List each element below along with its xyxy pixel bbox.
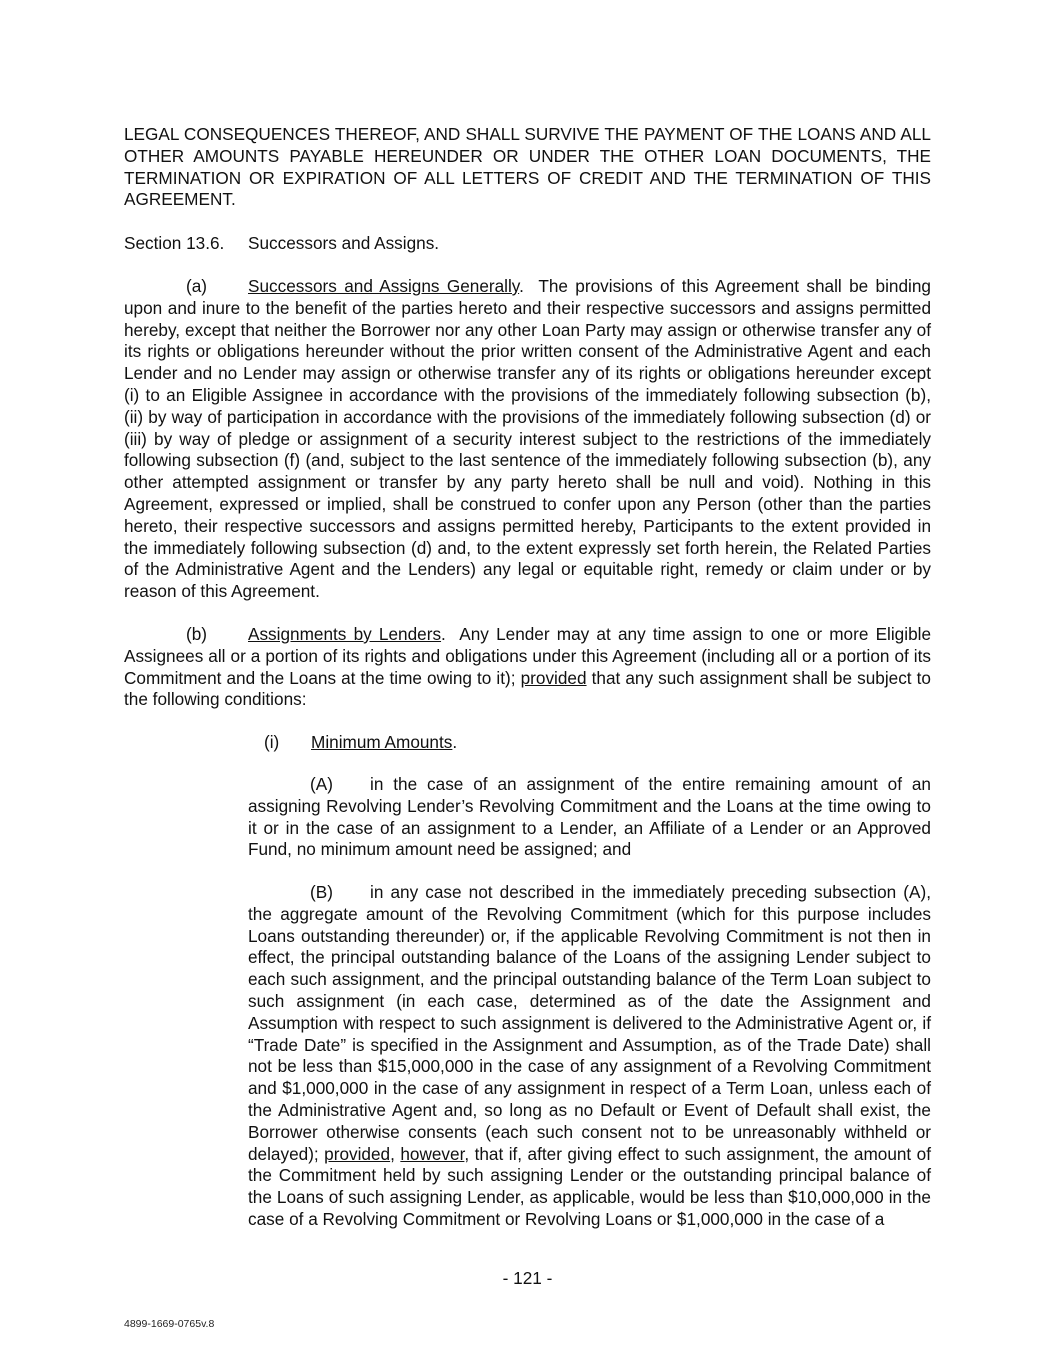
subsection-i-label: (i): [264, 732, 280, 752]
section-title: Successors and Assigns.: [248, 233, 440, 253]
subsection-B-body-1: in any case not described in the immediately preceding subsection (A), the aggregate amount of the Revolving Commitment (which for this purpose includes Loans outstanding thereunder) or, if the applicable Revolving Commitment is not then in effect, the principal outstanding balance of the Loans of the assigning Lender subject to each such assignment, and the principal outstanding balance of the Term Loan subject to such assignment (in each case, determined as of the date the Assignment and Assumption with respect to such assignment is delivered to the Administrative Agent or, if “Trade Date” is specified in the Assignment and Assumption, as of the Trade Date) shall not be less than $15,000,000 in the case of any assignment of a Revolving Commitment and $1,000,000 in the case of any assignment in respect of a Term Loan, unless each of the Administrative Agent and, so long as no Default or Event of Default shall exist, the Borrower otherwise consents (each such consent not to be unreasonably withheld or delayed);: [248, 882, 931, 1164]
paragraph-a-heading: Successors and Assigns Generally: [248, 276, 520, 296]
subsection-B-comma: ,: [390, 1143, 395, 1164]
subsection-A: [248, 774, 931, 861]
paragraph-b-provided: provided: [520, 667, 587, 688]
paragraph-b-body-2: that any such assignment shall be subject to the following conditions:: [124, 667, 931, 710]
subsection-i-heading-end: .: [452, 732, 458, 752]
paragraph-a-heading-end: .: [519, 276, 524, 296]
paragraph-a-label: (a): [186, 276, 208, 296]
paragraph-a-body: The provisions of this Agreement shall be binding upon and inure to the benefit of the parties hereto and their respective successors and assigns permitted hereby, except that neither the Borrower nor any other Loan Party may assign or otherwise transfer any of its rights or obligations hereunder without the prior written consent of the Administrative Agent and each Lender and no Lender may assign or otherwise transfer any of its rights or obligations hereunder except (i) to an Eligible Assignee in accordance with the provisions of the immediately following subsection (b), (ii) by way of participation in accordance with the provisions of the immediately following subsection (d) or (iii) by way of pledge or assignment of a security interest subject to the restrictions of the immediately following subsection (f) (and, subject to the last sentence of the immediately following subsection (b), any other attempted assignment or transfer by any party hereto shall be null and void). Nothing in this Agreement, expressed or implied, shall be construed to confer upon any Person (other than the parties hereto, their respective successors and assigns permitted hereby, Participants to the extent provided in the immediately following subsection (d) and, to the extent expressly set forth herein, the Related Parties of the Administrative Agent and the Lenders) any legal or equitable right, remedy or claim under or by reason of this Agreement.: [124, 276, 931, 602]
section-heading: [124, 233, 931, 255]
paragraph-b-label: (b): [186, 624, 208, 644]
subsection-B-however: however: [400, 1143, 465, 1164]
subsection-i: [264, 732, 931, 754]
paragraph-b: [124, 624, 931, 711]
subsection-B-provided: provided: [324, 1143, 391, 1164]
document-id: 4899-1669-0765v.8: [124, 1318, 215, 1330]
subsection-B-label: (B): [310, 882, 333, 902]
paragraph-b-body-1: Any Lender may at any time assign to one or more Eligible Assignees all or a portion of its rights and obligations under this Agreement (including all or a portion of its Commitment and the Loans at the time owing to it);: [124, 624, 931, 688]
paragraph-b-heading: Assignments by Lenders: [248, 624, 442, 644]
paragraph-a: [124, 276, 931, 603]
subsection-B-body-2: , that if, after giving effect to such assignment, the amount of the Commitment held by such assigning Lender or the outstanding principal balance of the Loans of such assigning Lender, as applicable, would be less than $10,000,000 in the case of a Revolving Commitment or Revolving Loans or $1,000,000 in the case of a: [248, 1143, 931, 1229]
paragraph-b-heading-end: .: [441, 624, 446, 644]
intro-paragraph: LEGAL CONSEQUENCES THEREOF, AND SHALL SURVIVE THE PAYMENT OF THE LOANS AND ALL OTHER AMOUNTS PAYABLE HEREUNDER OR UNDER THE OTHER LOAN DOCUMENTS, THE TERMINATION OR EXPIRATION OF ALL LETTERS OF CREDIT AND THE TERMINATION OF THIS AGREEMENT.: [124, 124, 931, 210]
subsection-A-body: in the case of an assignment of the entire remaining amount of an assigning Revolving Lender’s Revolving Commitment and the Loans at the time owing to it or in the case of an assignment to a Lender, an Affiliate of a Lender or an Approved Fund, no minimum amount need be assigned; and: [248, 774, 931, 860]
subsection-A-label: (A): [310, 774, 333, 794]
page-number: - 121 -: [502, 1268, 553, 1288]
subsection-i-heading: Minimum Amounts: [311, 732, 453, 752]
subsection-B: [248, 882, 931, 1231]
section-number: Section 13.6.: [124, 233, 225, 253]
